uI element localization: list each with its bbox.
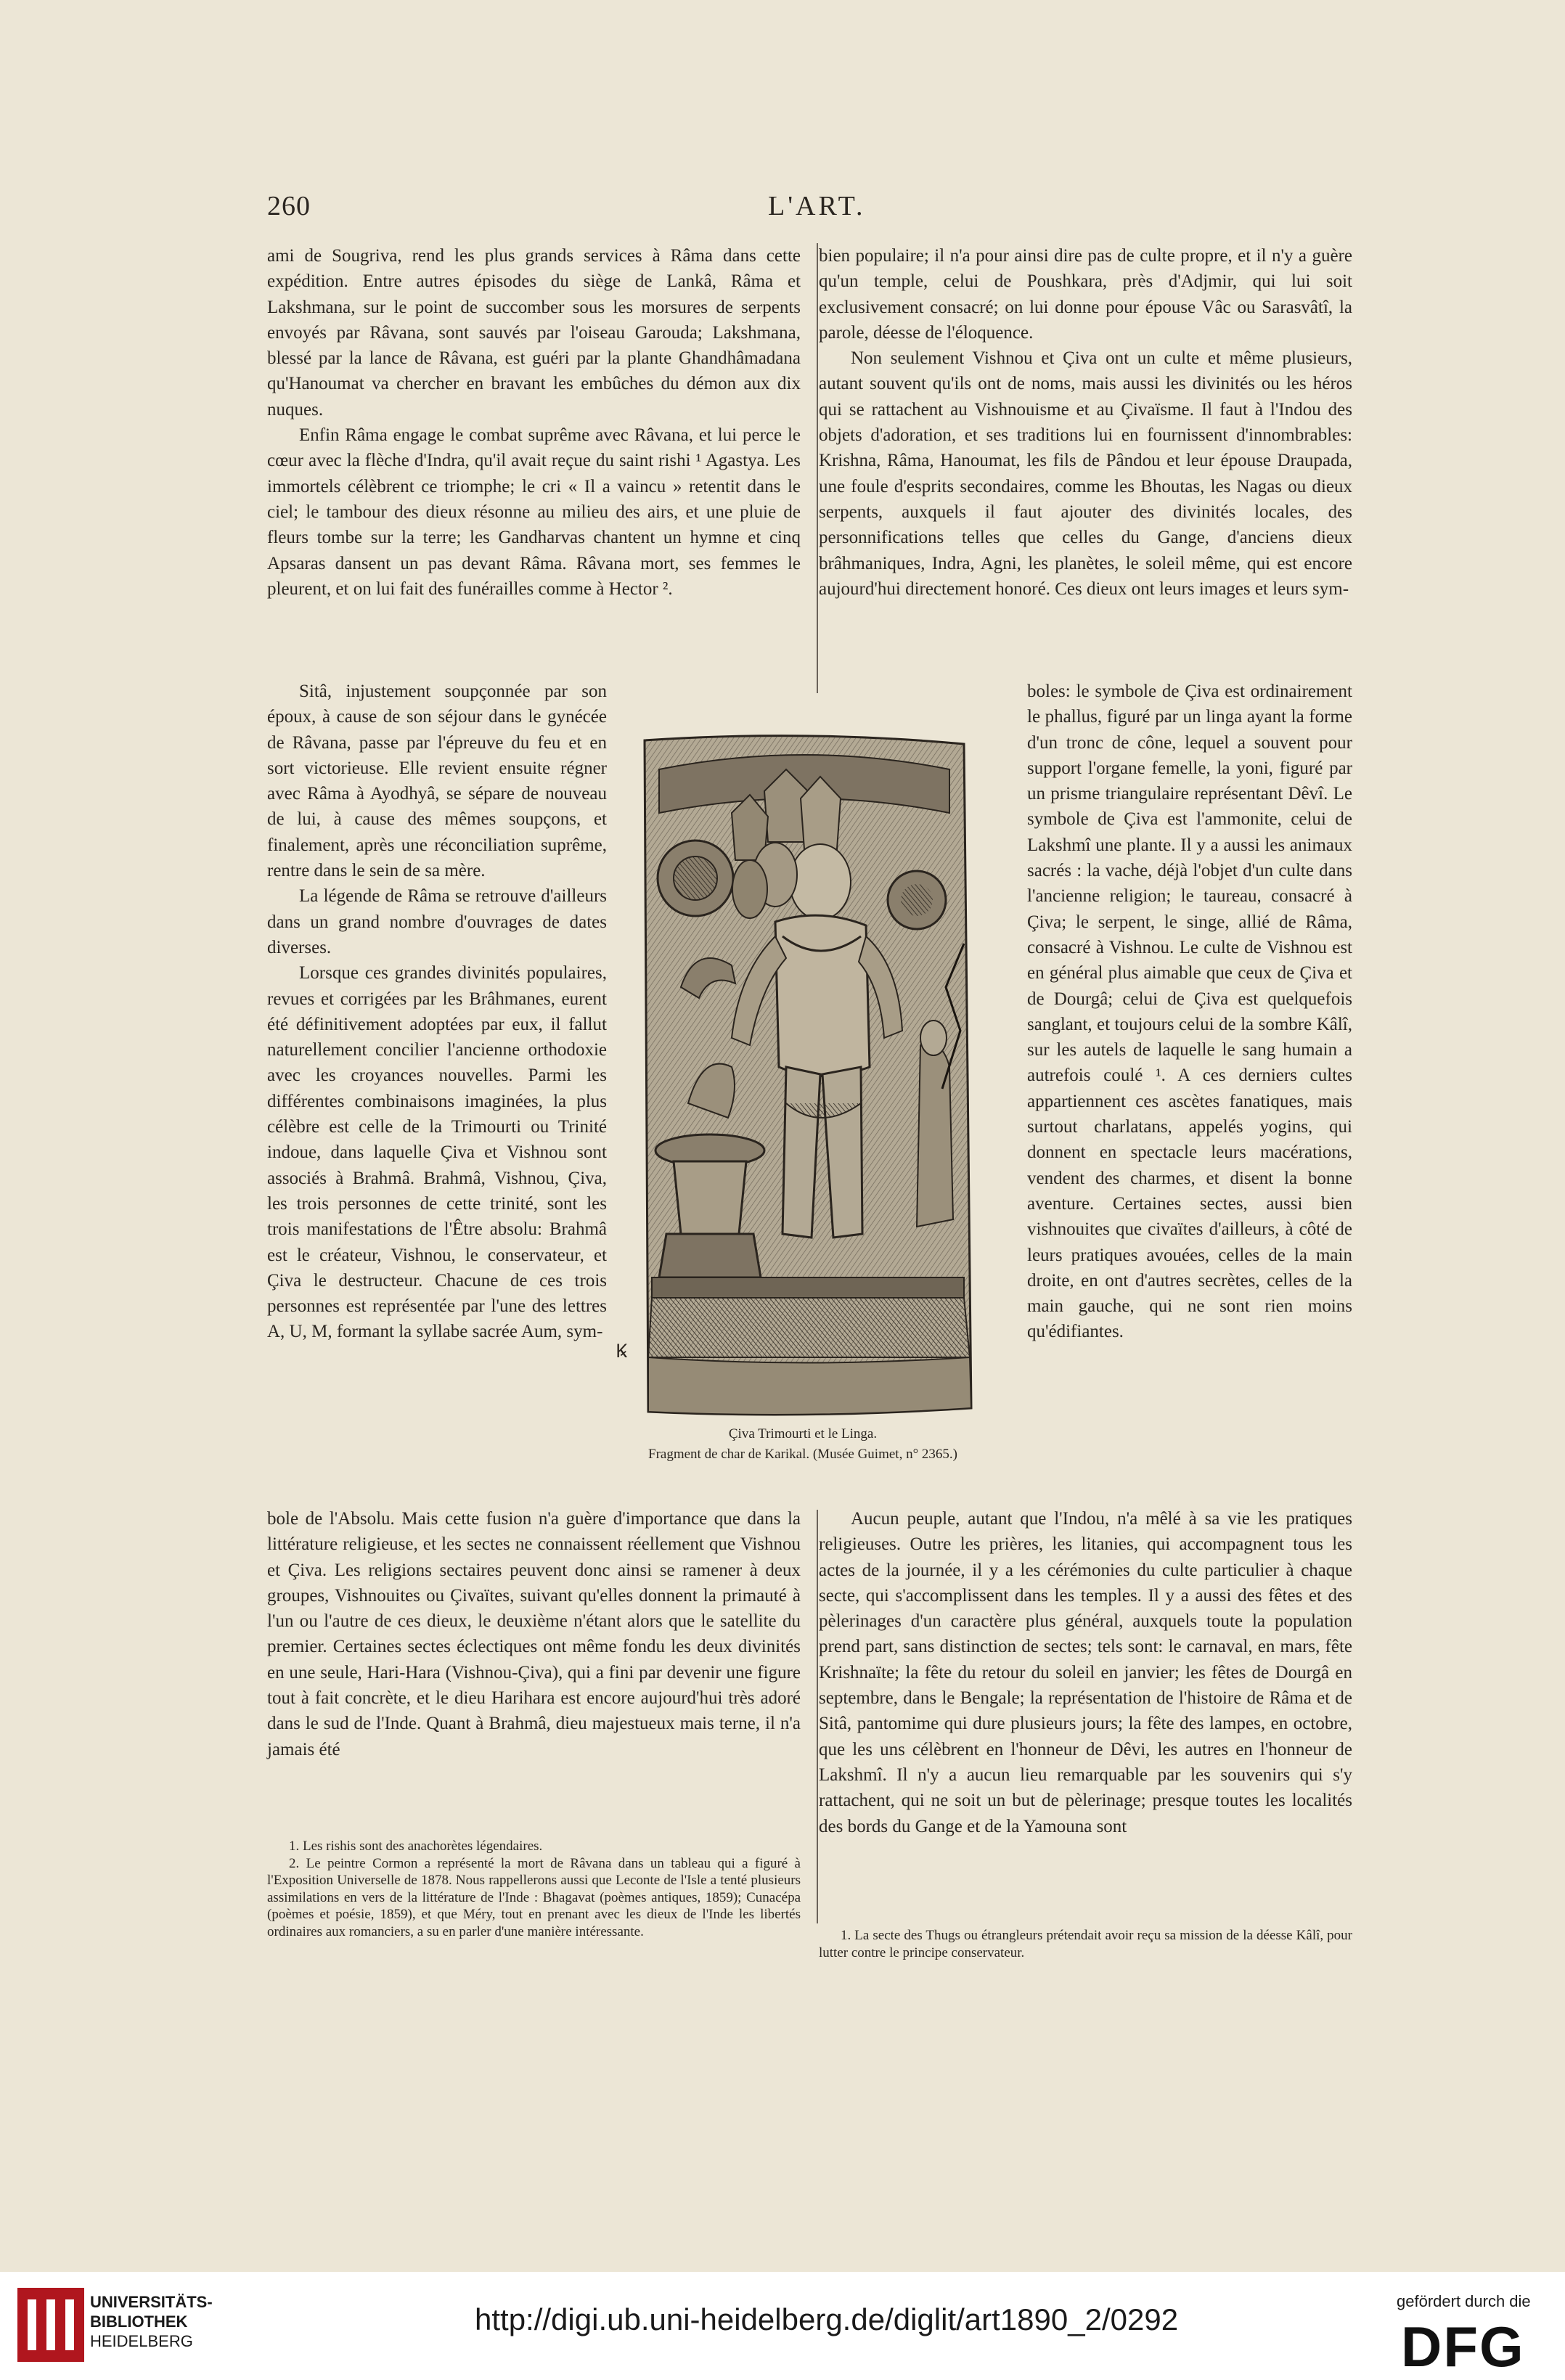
paragraph: ami de Sougriva, rend les plus grands services à Râma dans cette expédition. Entre autres épisodes du siège de Lankâ, Râma et Lakshmana, sur le point de succomber sous les morsures de serpents envoyés par Râvana, sont sauvés par l'oiseau Garouda; Lakshmana, blessé par la lance de Râvana, est guéri par la plante Ghandhâmadana qu'Hanoumat va chercher en bravant les embûches du démon aux dix nuques. xyxy=(267,246,801,420)
library-line: BIBLIOTHEK xyxy=(90,2312,188,2331)
svg-text:Ꝃ: Ꝃ xyxy=(616,1341,628,1362)
left-column-top xyxy=(267,243,801,602)
caption-source: Fragment de char de Karikal. (Musée Guimet, n° 2365.) xyxy=(648,1447,957,1462)
library-name xyxy=(90,2292,213,2351)
paragraph: La légende de Râma se retrouve d'ailleurs dans un grand nombre d'ouvrages de dates diverses. xyxy=(267,886,607,957)
right-column-bottom xyxy=(819,1506,1352,1839)
column-rule-bottom xyxy=(817,1510,818,1923)
running-head: L'ART. xyxy=(768,191,866,221)
library-line: HEIDELBERG xyxy=(90,2332,193,2350)
paragraph: bien populaire; il n'a pour ainsi dire pas de culte propre, et il n'y a guère qu'un temple, celui de Poushkara, près d'Adjmir, qui lui soit exclusivement consacré; on lui donne pour épouse Vâc ou Sarasvâtî, la parole, déesse de l'éloquence. xyxy=(819,246,1352,343)
figure-caption xyxy=(607,1424,999,1465)
dfg-logo: DFG xyxy=(1401,2315,1525,2379)
paragraph: Lorsque ces grandes divinités populaires, revues et corrigées par les Brâhmanes, eurent été définitivement adoptées par eux, il fallut naturellement concilier l'ancienne orthodoxie avec les croyances nouvelles. Parmi les différentes combinaisons imaginées, la plus célèbre est celle de la Trimourti ou Trinité indoue, dans laquelle Çiva et Vishnou sont associés à Brahmâ. Brahmâ, Vishnou, Çiva, les trois personnes de cette trinité, sont les trois manifestations de l'Être absolu: Brahmâ est le créateur, Vishnou, le conservateur, et Çiva le destructeur. Chacune de ces trois personnes est représentée par l'une des lettres A, U, M, formant la syllabe sacrée Aum, sym- xyxy=(267,963,607,1342)
left-footnotes xyxy=(267,1838,801,1940)
siva-trimurti-illustration xyxy=(616,726,978,1437)
paragraph: bole de l'Absolu. Mais cette fusion n'a guère d'importance que dans la littérature religieuse, et les sectes ne connaissent réellement que Vishnou et Çiva. Les religions sectaires peuvent donc ainsi se ramener à deux groupes, Vishnouites ou Çivaïtes, suivant qu'elles donnent la primauté à l'un ou l'autre de ces dieux, le deuxième n'étant alors que le satellite du premier. Certaines sectes éclectiques ont même fondu les deux divinités en une seule, Hari-Hara (Vishnou-Çiva), qui a fini par devenir une figure tout à fait concrète, et le dieu Harihara est encore aujourd'hui très adoré dans le sud de l'Inde. Quant à Brahmâ, dieu majestueux mais terne, il n'a jamais été xyxy=(267,1509,801,1759)
left-column-bottom xyxy=(267,1506,801,1762)
permalink-url[interactable]: http://digi.ub.uni-heidelberg.de/diglit/art1890_2/0292 xyxy=(475,2302,1179,2336)
footnote: 2. Le peintre Cormon a représenté la mort de Râvana dans un tableau qui a figuré à l'Exposition Universelle de 1878. Nous rappellerons aussi que Leconte de l'Isle a tenté plusieurs assimilations en vers de la littérature de l'Inde : Bhagavat (poèmes antiques, 1859); Cunacépa (poèmes et poésie, 1859), et que Méry, tout en prenant avec les dieux de l'Inde les libertés ordinaires aux romanciers, a su en parler d'une manière intéressante. xyxy=(267,1855,801,1939)
library-line: UNIVERSITÄTS- xyxy=(90,2293,213,2311)
page-header xyxy=(267,190,1356,234)
paragraph: Sitâ, injustement soupçonnée par son époux, à cause de son séjour dans le gynécée de Râvana, passe par l'épreuve du feu et en sort victorieuse. Elle revient ensuite régner avec Râma à Ayodhyâ, se sépare de nouveau de lui, à cause des mêmes soupçons, et finalement, après une réconciliation suprême, rentre dans le sein de sa mère. xyxy=(267,682,607,881)
caption-title: Çiva Trimourti et le Linga. xyxy=(728,1426,878,1442)
funded-by-label: gefördert durch die xyxy=(1397,2292,1531,2310)
paragraph: Non seulement Vishnou et Çiva ont un culte et même plusieurs, autant souvent qu'ils ont de noms, mais aussi les divinités ou les héros qui se rattachent au Vishnouisme et au Çivaïsme. Il faut à l'Indou des objets d'adoration, et ses traditions lui en fournissent d'innombrables: Krishna, Râma, Hanoumat, les fils de Pândou et leur épouse Draupada, une foule d'esprits secondaires, comme les Bhoutas, les Nagas ou dieux serpents, auxquels il faut ajouter des divinités locales, des personnifications telles que celles du Gange, d'anciens dieux brâhmaniques, Indra, Agni, les planètes, le soleil même, qui est encore aujourd'hui directement honoré. Ces dieux ont leurs images et leurs sym- xyxy=(819,348,1352,599)
right-column-wrap xyxy=(1027,679,1352,1345)
digitization-footer xyxy=(0,2272,1565,2380)
right-footnotes xyxy=(819,1927,1352,1961)
page-number: 260 xyxy=(267,191,311,221)
paragraph: Aucun peuple, autant que l'Indou, n'a mêlé à sa vie les pratiques religieuses. Outre les prières, les litanies, qui accompagnent tous les actes de la journée, il y a les cérémonies du culte particulier à chaque secte, qui s'accomplissent dans les temples. Il y a aussi des fêtes et des pèlerinages d'un caractère plus général, auxquels toute la population prend part, sans distinction de sectes; tels sont: le carnaval, en mars, fête Krishnaïte; la fête du retour du soleil en janvier; les fêtes de Dourgâ en septembre, dans le Bengale; la représentation de l'histoire de Râma et de Sitâ, pantomime qui dure plusieurs jours; la fête des lampes, en octobre, que les uns célèbrent en l'honneur de Dêvi, les autres en l'honneur de Lakshmî. Il n'y a aucun lieu remarquable par les souvenirs qui s'y rattachent, qui ne soit un but de pèlerinage; presque toutes les localités des bords du Gange et de la Yamouna sont xyxy=(819,1509,1352,1836)
column-rule-top xyxy=(817,243,818,693)
right-column-top xyxy=(819,243,1352,602)
footnote: 1. Les rishis sont des anachorètes légendaires. xyxy=(289,1839,543,1854)
paragraph: boles: le symbole de Çiva est ordinairement le phallus, figuré par un linga ayant la forme d'un tronc de cône, lequel a souvent pour support l'organe femelle, la yoni, figuré par un prisme triangulaire représentant Dêvî. Le symbole de Çiva est l'ammonite, celui de Lakshmî une plante. Il y a aussi les animaux sacrés : la vache, déjà l'objet d'un culte dans l'ancienne religion; le taureau, consacré à Çiva; le serpent, le singe, allié de Râma, consacré à Vishnou. Le culte de Vishnou est en général plus aimable que ceux de Çiva et de Dourgâ; celui de Çiva est quelquefois sanglant, et toujours celui de la sombre Kâlî, sur les autels de laquelle le sang humain a autrefois coulé ¹. A ces derniers cultes appartiennent ces ascètes fanatiques, mais surtout charlatans, appelés yogins, qui donnent en spectacle leurs macérations, vendent des charmes, et disent la bonne aventure. Certaines sectes, aussi bien vishnouites que civaïtes d'ailleurs, à côté de leurs pratiques avouées, celles de la main droite, en ont d'autres secrètes, celles de la main gauche, qui ne sont rien moins qu'édifiantes. xyxy=(1027,682,1352,1342)
paragraph: Enfin Râma engage le combat suprême avec Râvana, et lui perce le cœur avec la flèche d'Indra, qu'il avait reçue du saint rishi ¹ Agastya. Les immortels célèbrent ce triomphe; le cri « Il a vaincu » retentit dans le ciel; le tambour des dieux résonne au milieu des airs, et une pluie de fleurs tombe sur la terre; les Gandharvas chantent un hymne et cinq Apsaras dansent un pas devant Râma. Râvana mort, ses femmes le pleurent, et on lui fait des funérailles comme à Hector ². xyxy=(267,425,801,599)
left-column-wrap xyxy=(267,679,607,1345)
university-library-logo-icon xyxy=(15,2285,87,2365)
footnote: 1. La secte des Thugs ou étrangleurs prétendait avoir reçu sa mission de la déesse Kâlî, pour lutter contre le principe conservateur. xyxy=(819,1928,1352,1960)
